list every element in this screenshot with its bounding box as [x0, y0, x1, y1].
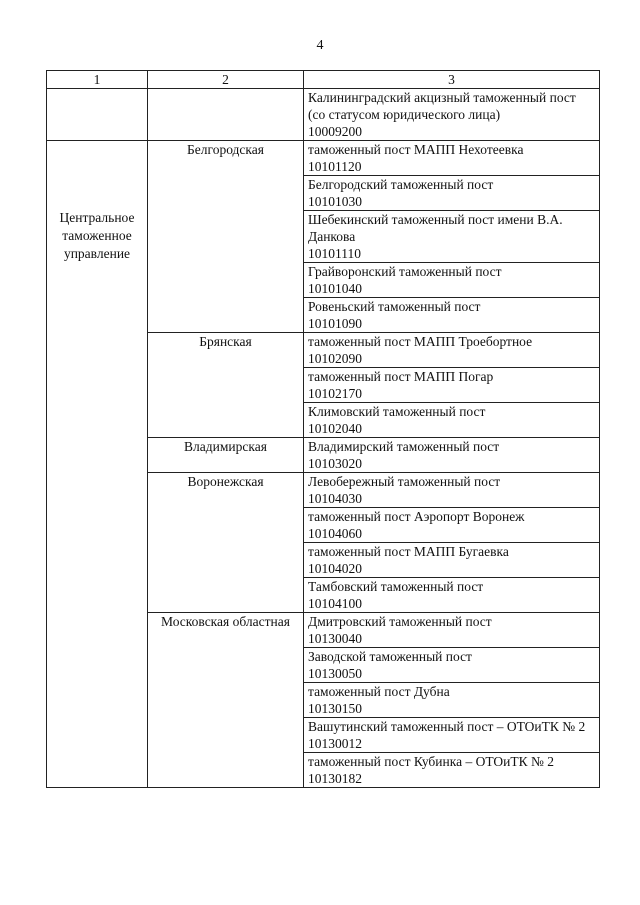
post-name: Шебекинский таможенный пост имени В.А. Данкова: [308, 212, 563, 244]
region-cell: Московская областная: [148, 613, 304, 788]
post-name: Дмитровский таможенный пост: [308, 614, 492, 629]
post-name: Заводской таможенный пост: [308, 649, 472, 664]
customs-posts-table: [46, 70, 600, 788]
post-code: 10009200: [308, 124, 362, 139]
post-cell: [304, 578, 600, 613]
region-cell: Белгородская: [148, 141, 304, 333]
post-cell: [304, 473, 600, 508]
header-row: [47, 71, 600, 89]
header-col-1: 1: [47, 71, 148, 89]
post-cell: [304, 683, 600, 718]
post-cell: [304, 298, 600, 333]
post-cell: [304, 263, 600, 298]
post-name: Белгородский таможенный пост: [308, 177, 494, 192]
table-row: [47, 141, 600, 176]
continuation-col-1: [47, 89, 148, 141]
post-name: таможенный пост Дубна: [308, 684, 450, 699]
post-name: Тамбовский таможенный пост: [308, 579, 484, 594]
post-code: 10101110: [308, 246, 361, 261]
page-number: 4: [316, 38, 324, 53]
post-cell: [304, 89, 600, 141]
post-cell: [304, 368, 600, 403]
post-cell: [304, 333, 600, 368]
post-code: 10102090: [308, 351, 362, 366]
region-cell: Брянская: [148, 333, 304, 438]
post-name: Климовский таможенный пост: [308, 404, 486, 419]
post-cell: [304, 438, 600, 473]
post-cell: [304, 211, 600, 263]
post-name: таможенный пост МАПП Троебортное: [308, 334, 533, 349]
post-name: Владимирский таможенный пост: [308, 439, 500, 454]
post-code: 10101040: [308, 281, 362, 296]
continuation-col-2: [148, 89, 304, 141]
post-name: Ровеньский таможенный пост: [308, 299, 481, 314]
post-name: Левобережный таможенный пост: [308, 474, 501, 489]
header-col-3: 3: [304, 71, 600, 89]
post-cell: [304, 176, 600, 211]
post-cell: [304, 141, 600, 176]
post-code: 10102040: [308, 421, 362, 436]
post-code: 10101120: [308, 159, 362, 174]
post-code: 10101030: [308, 194, 362, 209]
post-cell: [304, 403, 600, 438]
post-code: 10130150: [308, 701, 362, 716]
post-cell: [304, 648, 600, 683]
post-name: Грайворонский таможенный пост: [308, 264, 502, 279]
header-col-2: 2: [148, 71, 304, 89]
department-cell: [47, 141, 148, 788]
post-cell: [304, 718, 600, 753]
post-name: Калининградский акцизный таможенный пост (со статусом юридического лица): [308, 90, 576, 122]
post-code: 10103020: [308, 456, 362, 471]
post-name: таможенный пост Кубинка – ОТОиТК № 2: [308, 754, 554, 769]
post-code: 10130040: [308, 631, 362, 646]
post-code: 10130050: [308, 666, 362, 681]
post-code: 10102170: [308, 386, 362, 401]
post-cell: [304, 543, 600, 578]
post-code: 10104030: [308, 491, 362, 506]
post-name: таможенный пост МАПП Погар: [308, 369, 494, 384]
post-cell: [304, 753, 600, 788]
post-name: таможенный пост МАПП Нехотеевка: [308, 142, 524, 157]
department-name: Центральное таможенное управление: [59, 210, 135, 261]
post-code: 10104020: [308, 561, 362, 576]
post-cell: [304, 613, 600, 648]
post-code: 10104060: [308, 526, 362, 541]
post-cell: [304, 508, 600, 543]
post-name: таможенный пост Аэропорт Воронеж: [308, 509, 525, 524]
region-cell: Владимирская: [148, 438, 304, 473]
post-name: Вашутинский таможенный пост – ОТОиТК № 2: [308, 719, 586, 734]
post-name: таможенный пост МАПП Бугаевка: [308, 544, 509, 559]
post-code: 10101090: [308, 316, 362, 331]
post-code: 10104100: [308, 596, 362, 611]
post-code: 10130012: [308, 736, 362, 751]
continuation-row: [47, 89, 600, 141]
post-code: 10130182: [308, 771, 362, 786]
region-cell: Воронежская: [148, 473, 304, 613]
